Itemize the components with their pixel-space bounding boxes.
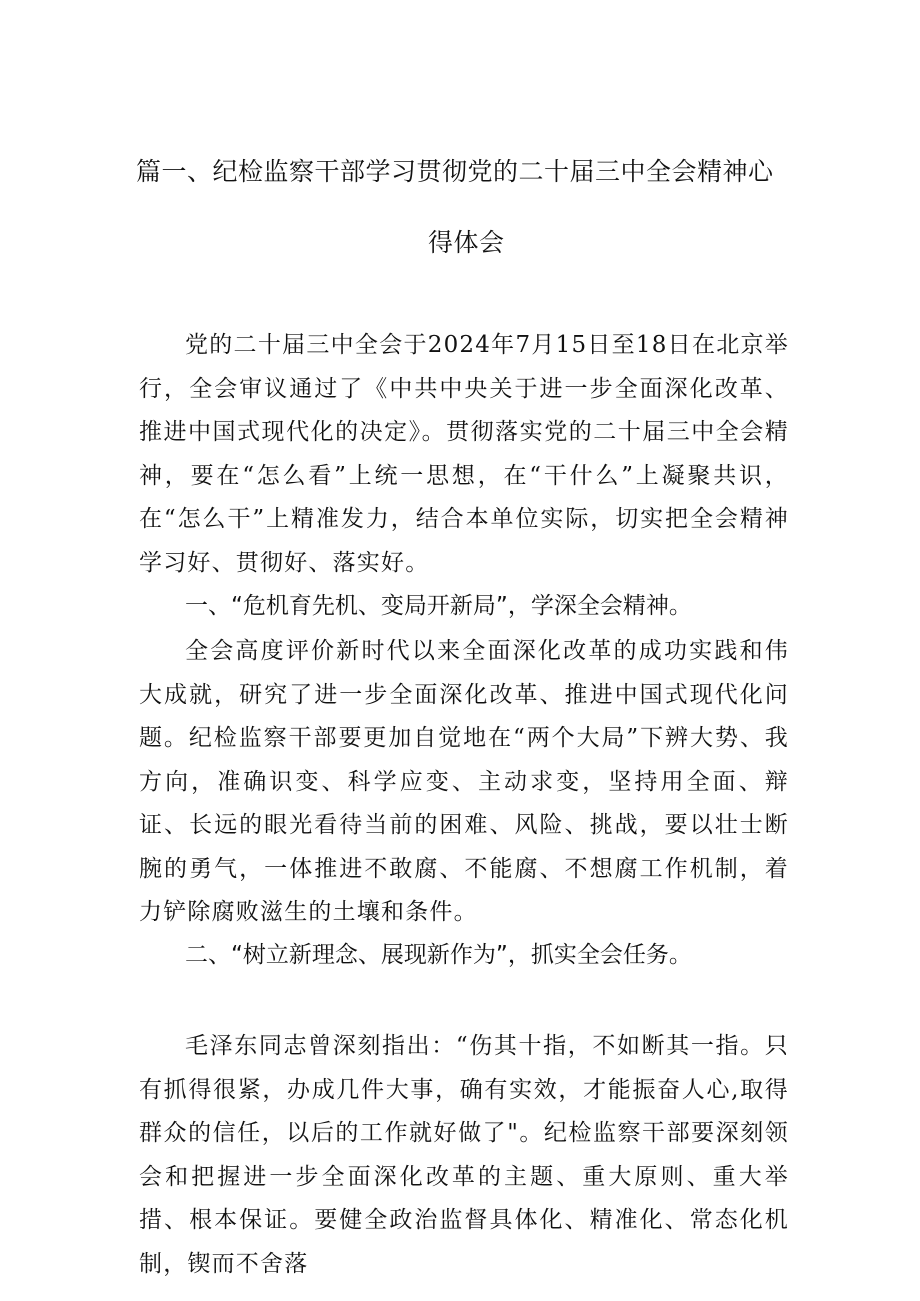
document-title-line-1: 篇一、纪检监察干部学习贯彻党的二十届三中全会精神心 (136, 157, 774, 186)
document-title-line-2: 得体会 (428, 228, 505, 257)
body-paragraph-section-2: 毛泽东同志曾深刻指出：“伤其十指，不如断其一指。只有抓得很紧，办成几件大事，确有实效，才能振奋人心,取得群众的信任，以后的工作就好做了"。纪检监察干部要深刻领会和把握进一步全面深化改革的主题、重大原则、重大举措、根本保证。要健全政治监督具体化、精准化、常态化机制，锲而不舍落 (139, 1033, 789, 1277)
body-paragraph-intro: 党的二十届三中全会于2024年7月15日至18日在北京举行，全会审议通过了《中共中央关于进一步全面深化改革、推进中国式现代化的决定》。贯彻落实党的二十届三中全会精神，要在“怎么看”上统一思想，在“干什么”上凝聚共识，在“怎么干”上精准发力，结合本单位实际，切实把全会精神学习好、贯彻好、落实好。 (139, 332, 789, 576)
section-heading-1: 一、“危机育先机、变局开新局”，学深全会精神。 (185, 593, 692, 619)
section-heading-2: 二、“树立新理念、展现新作为”，抓实全会任务。 (185, 942, 692, 968)
body-paragraph-section-1: 全会高度评价新时代以来全面深化改革的成功实践和伟大成就，研究了进一步全面深化改革、推进中国式现代化问题。纪检监察干部要更加自觉地在“两个大局”下辨大势、我方向，准确识变、科学应变、主动求变，坚持用全面、辩证、长远的眼光看待当前的困难、风险、挑战，要以壮士断腕的勇气，一体推进不敢腐、不能腐、不想腐工作机制，着力铲除腐败滋生的土壤和条件。 (139, 638, 789, 925)
